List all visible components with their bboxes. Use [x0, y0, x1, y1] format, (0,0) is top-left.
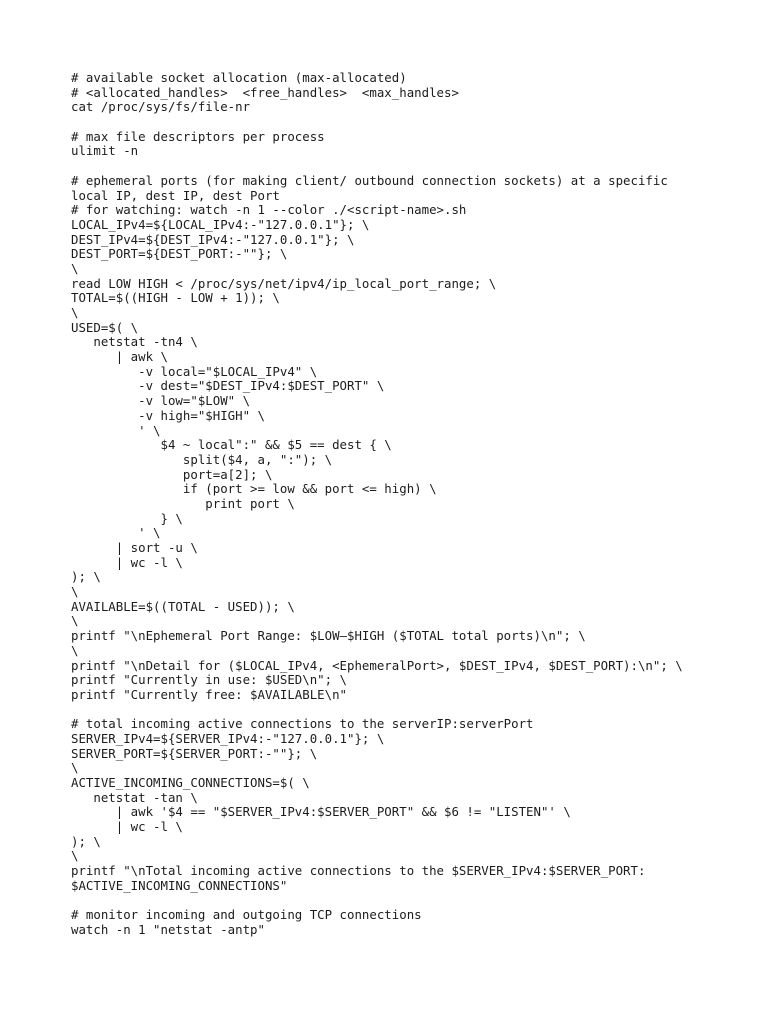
text-line: \ — [71, 760, 79, 776]
text-line: port=a[2]; \ — [71, 466, 273, 482]
text-line — [71, 115, 751, 130]
text-line: print port \ — [71, 495, 295, 511]
text-line: | awk '$4 == "$SERVER_IPv4:$SERVER_PORT" && $6 != "LISTEN"' \ — [71, 804, 571, 820]
text-line: USED=$( \ — [71, 319, 139, 335]
text-line: # <allocated_handles> <free_handles> <max_handles> — [71, 84, 459, 100]
text-line: $ACTIVE_INCOMING_CONNECTIONS" — [71, 877, 288, 893]
text-line: printf "\nTotal incoming active connections to the $SERVER_IPv4:$SERVER_PORT: — [71, 863, 646, 879]
text-line: printf "\nEphemeral Port Range: $LOW–$HIGH ($TOTAL total ports)\n"; \ — [71, 628, 586, 644]
text-line: AVAILABLE=$((TOTAL - USED)); \ — [71, 598, 295, 614]
text-line: | wc -l \ — [71, 554, 183, 570]
text-line: } \ — [71, 510, 183, 526]
text-line: TOTAL=$((HIGH - LOW + 1)); \ — [71, 290, 280, 306]
text-line: # monitor incoming and outgoing TCP connections — [71, 907, 422, 923]
text-line: printf "Currently free: $AVAILABLE\n" — [71, 686, 348, 702]
text-line: ' \ — [71, 525, 161, 541]
text-line: -v low="$LOW" \ — [71, 393, 251, 409]
text-line: printf "\nDetail for ($LOCAL_IPv4, <EphemeralPort>, $DEST_IPv4, $DEST_PORT):\n"; \ — [71, 657, 683, 673]
text-line: -v local="$LOCAL_IPv4" \ — [71, 363, 318, 379]
text-line: # max file descriptors per process — [71, 128, 325, 144]
text-line: \ — [71, 613, 79, 629]
text-line — [71, 894, 751, 909]
text-line: \ — [71, 584, 79, 600]
text-line: \ — [71, 848, 79, 864]
text-line: | awk \ — [71, 349, 168, 365]
text-line: if (port >= low && port <= high) \ — [71, 481, 437, 497]
text-line: DEST_PORT=${DEST_PORT:-""}; \ — [71, 246, 288, 262]
text-line: SERVER_PORT=${SERVER_PORT:-""}; \ — [71, 745, 318, 761]
text-line: SERVER_IPv4=${SERVER_IPv4:-"127.0.0.1"}; \ — [71, 730, 385, 746]
text-line: | sort -u \ — [71, 540, 198, 555]
text-line: ); \ — [71, 569, 101, 585]
text-line: -v high="$HIGH" \ — [71, 407, 265, 423]
text-line: ' \ — [71, 422, 161, 438]
text-line: # for watching: watch -n 1 --color ./<script-name>.sh — [71, 202, 467, 218]
text-line: read LOW HIGH < /proc/sys/net/ipv4/ip_local_port_range; \ — [71, 275, 497, 291]
text-line: $4 ~ local":" && $5 == dest { \ — [71, 437, 392, 453]
text-line: \ — [71, 642, 79, 658]
text-line: LOCAL_IPv4=${LOCAL_IPv4:-"127.0.0.1"}; \ — [71, 216, 370, 232]
text-line: netstat -tn4 \ — [71, 334, 198, 350]
text-line: \ — [71, 260, 79, 276]
text-line: printf "Currently in use: $USED\n"; \ — [71, 672, 348, 688]
text-line: local IP, dest IP, dest Port — [71, 187, 280, 203]
text-line: ulimit -n — [71, 143, 139, 159]
text-line: cat /proc/sys/fs/file-nr — [71, 99, 251, 115]
text-line: # ephemeral ports (for making client/ outbound connection sockets) at a specific — [71, 172, 668, 188]
text-line: # total incoming active connections to the serverIP:serverPort — [71, 716, 534, 732]
text-line: netstat -tan \ — [71, 789, 198, 805]
text-line: split($4, a, ":"); \ — [71, 451, 333, 467]
text-line: # available socket allocation (max-allocated) — [71, 70, 407, 85]
text-line: | wc -l \ — [71, 819, 183, 835]
text-line: ); \ — [71, 833, 101, 849]
text-line — [71, 159, 751, 174]
document-body — [71, 71, 751, 938]
text-line: watch -n 1 "netstat -antp" — [71, 921, 265, 937]
text-line: -v dest="$DEST_IPv4:$DEST_PORT" \ — [71, 378, 385, 394]
text-line: \ — [71, 305, 79, 320]
text-line — [71, 703, 751, 718]
text-line: ACTIVE_INCOMING_CONNECTIONS=$( \ — [71, 775, 310, 790]
text-line: DEST_IPv4=${DEST_IPv4:-"127.0.0.1"}; \ — [71, 231, 355, 247]
